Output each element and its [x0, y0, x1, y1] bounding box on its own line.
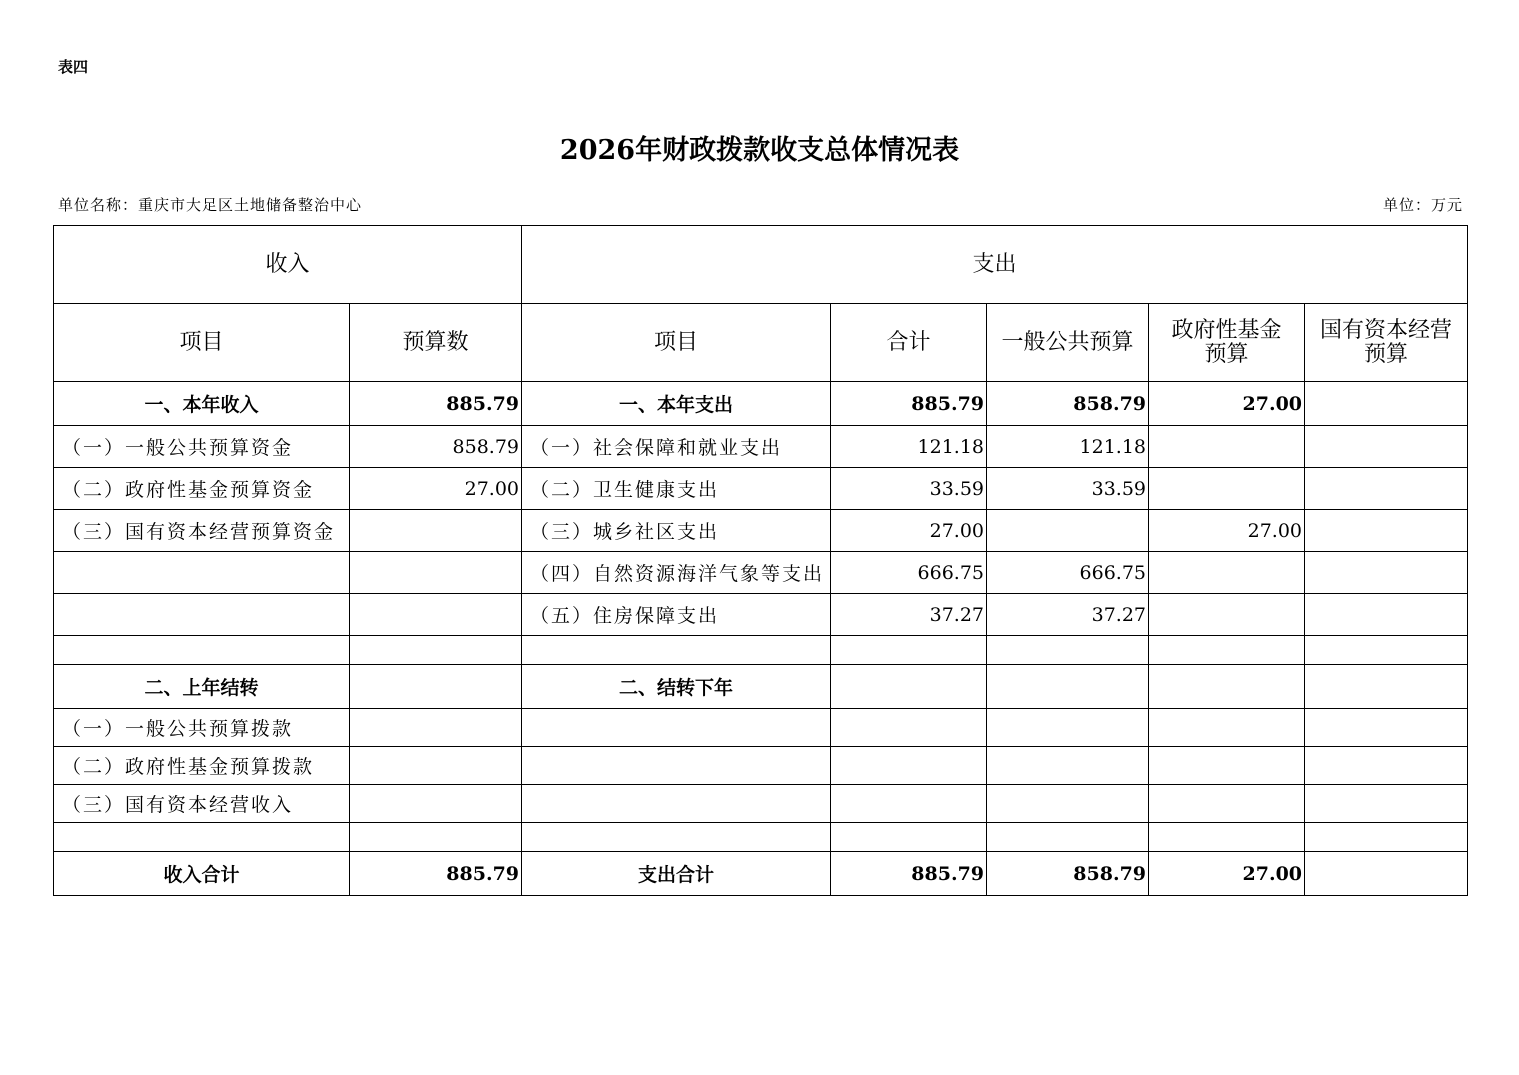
income-item-cell: （二）政府性基金预算资金: [54, 468, 350, 510]
total-cell: 33.59: [831, 468, 987, 510]
table-row: [54, 709, 1468, 747]
income-value-cell: 885.79: [350, 852, 522, 896]
income-value-cell: 858.79: [350, 426, 522, 468]
page-title: 2026年财政拨款收支总体情况表: [559, 135, 960, 166]
table-row: [54, 823, 1468, 852]
income-item-cell: [54, 823, 350, 852]
total-header: 合计: [831, 304, 987, 382]
expenditure-item-cell: [522, 709, 831, 747]
gov-fund-cell: 27.00: [1149, 852, 1305, 896]
income-item-cell: [54, 594, 350, 636]
table-row: [54, 510, 1468, 552]
gov-fund-cell: [1149, 636, 1305, 665]
general-budget-cell: 121.18: [987, 426, 1149, 468]
gov-fund-cell: [1149, 594, 1305, 636]
gov-fund-header: [1149, 304, 1305, 382]
expenditure-item-cell: 支出合计: [522, 852, 831, 896]
income-item-header: 项目: [54, 304, 350, 382]
gov-fund-cell: 27.00: [1149, 510, 1305, 552]
total-cell: [831, 747, 987, 785]
total-cell: 27.00: [831, 510, 987, 552]
state-capital-cell: [1305, 426, 1468, 468]
income-value-cell: [350, 636, 522, 665]
income-item-cell: [54, 636, 350, 665]
total-cell: 666.75: [831, 552, 987, 594]
table-row: [54, 382, 1468, 426]
gov-fund-cell: [1149, 785, 1305, 823]
state-capital-cell: [1305, 468, 1468, 510]
income-value-cell: [350, 665, 522, 709]
table-tag: 表四: [58, 58, 89, 76]
total-cell: 37.27: [831, 594, 987, 636]
general-budget-cell: [987, 709, 1149, 747]
income-value-cell: 885.79: [350, 382, 522, 426]
gov-fund-header-line1: 政府性基金: [1171, 317, 1282, 343]
expenditure-item-cell: [522, 823, 831, 852]
unit-name: 单位名称：重庆市大足区土地储备整治中心: [58, 196, 363, 214]
table-row: [54, 636, 1468, 665]
state-capital-cell: [1305, 510, 1468, 552]
total-cell: [831, 823, 987, 852]
income-item-cell: （三）国有资本经营收入: [54, 785, 350, 823]
general-budget-cell: 666.75: [987, 552, 1149, 594]
total-cell: [831, 785, 987, 823]
expenditure-item-cell: （二）卫生健康支出: [522, 468, 831, 510]
total-cell: 885.79: [831, 852, 987, 896]
income-value-cell: [350, 785, 522, 823]
expenditure-header: 支出: [522, 226, 1468, 304]
table-row: [54, 665, 1468, 709]
total-cell: [831, 709, 987, 747]
general-budget-cell: [987, 823, 1149, 852]
general-budget-cell: 858.79: [987, 852, 1149, 896]
state-capital-cell: [1305, 552, 1468, 594]
general-budget-cell: [987, 510, 1149, 552]
income-item-cell: （一）一般公共预算资金: [54, 426, 350, 468]
gov-fund-cell: [1149, 468, 1305, 510]
general-budget-cell: [987, 785, 1149, 823]
income-item-cell: 一、本年收入: [54, 382, 350, 426]
income-item-cell: （三）国有资本经营预算资金: [54, 510, 350, 552]
expenditure-item-cell: [522, 785, 831, 823]
expenditure-item-cell: [522, 747, 831, 785]
income-item-cell: 二、上年结转: [54, 665, 350, 709]
gov-fund-header-line2: 预算: [1204, 341, 1249, 367]
table-row: [54, 468, 1468, 510]
general-budget-cell: [987, 665, 1149, 709]
income-budget-header: 预算数: [350, 304, 522, 382]
general-budget-cell: 37.27: [987, 594, 1149, 636]
state-capital-header-line2: 预算: [1364, 341, 1409, 367]
total-cell: [831, 665, 987, 709]
gov-fund-cell: [1149, 426, 1305, 468]
expenditure-item-cell: （五）住房保障支出: [522, 594, 831, 636]
unit-label: 单位：万元: [1382, 196, 1463, 214]
state-capital-cell: [1305, 852, 1468, 896]
income-item-cell: 收入合计: [54, 852, 350, 896]
income-value-cell: [350, 594, 522, 636]
table-row: [54, 852, 1468, 896]
income-value-cell: [350, 510, 522, 552]
state-capital-cell: [1305, 747, 1468, 785]
state-capital-cell: [1305, 785, 1468, 823]
income-value-cell: [350, 709, 522, 747]
table-row: [54, 552, 1468, 594]
income-value-cell: [350, 552, 522, 594]
gov-fund-cell: [1149, 747, 1305, 785]
gov-fund-cell: [1149, 665, 1305, 709]
total-cell: 121.18: [831, 426, 987, 468]
state-capital-cell: [1305, 709, 1468, 747]
total-cell: 885.79: [831, 382, 987, 426]
income-value-cell: [350, 823, 522, 852]
gov-fund-cell: [1149, 823, 1305, 852]
income-item-cell: [54, 552, 350, 594]
income-item-cell: （一）一般公共预算拨款: [54, 709, 350, 747]
general-budget-cell: 858.79: [987, 382, 1149, 426]
state-capital-cell: [1305, 823, 1468, 852]
expenditure-item-cell: [522, 636, 831, 665]
state-capital-cell: [1305, 382, 1468, 426]
gov-fund-cell: [1149, 552, 1305, 594]
gov-fund-cell: 27.00: [1149, 382, 1305, 426]
state-capital-cell: [1305, 665, 1468, 709]
general-budget-cell: 33.59: [987, 468, 1149, 510]
expenditure-item-cell: （一）社会保障和就业支出: [522, 426, 831, 468]
expenditure-item-header: 项目: [522, 304, 831, 382]
income-value-cell: [350, 747, 522, 785]
expenditure-item-cell: （三）城乡社区支出: [522, 510, 831, 552]
table-row: [54, 594, 1468, 636]
expenditure-item-cell: 一、本年支出: [522, 382, 831, 426]
table-row: [54, 785, 1468, 823]
general-budget-header: 一般公共预算: [987, 304, 1149, 382]
expenditure-item-cell: （四）自然资源海洋气象等支出: [522, 552, 831, 594]
gov-fund-cell: [1149, 709, 1305, 747]
income-value-cell: 27.00: [350, 468, 522, 510]
expenditure-item-cell: 二、结转下年: [522, 665, 831, 709]
income-header: 收入: [54, 226, 522, 304]
table-row: [54, 747, 1468, 785]
general-budget-cell: [987, 636, 1149, 665]
state-capital-header-line1: 国有资本经营: [1320, 317, 1453, 343]
budget-table: [53, 225, 1468, 896]
general-budget-cell: [987, 747, 1149, 785]
state-capital-cell: [1305, 636, 1468, 665]
state-capital-cell: [1305, 594, 1468, 636]
table-row: [54, 426, 1468, 468]
total-cell: [831, 636, 987, 665]
state-capital-header: [1305, 304, 1468, 382]
income-item-cell: （二）政府性基金预算拨款: [54, 747, 350, 785]
